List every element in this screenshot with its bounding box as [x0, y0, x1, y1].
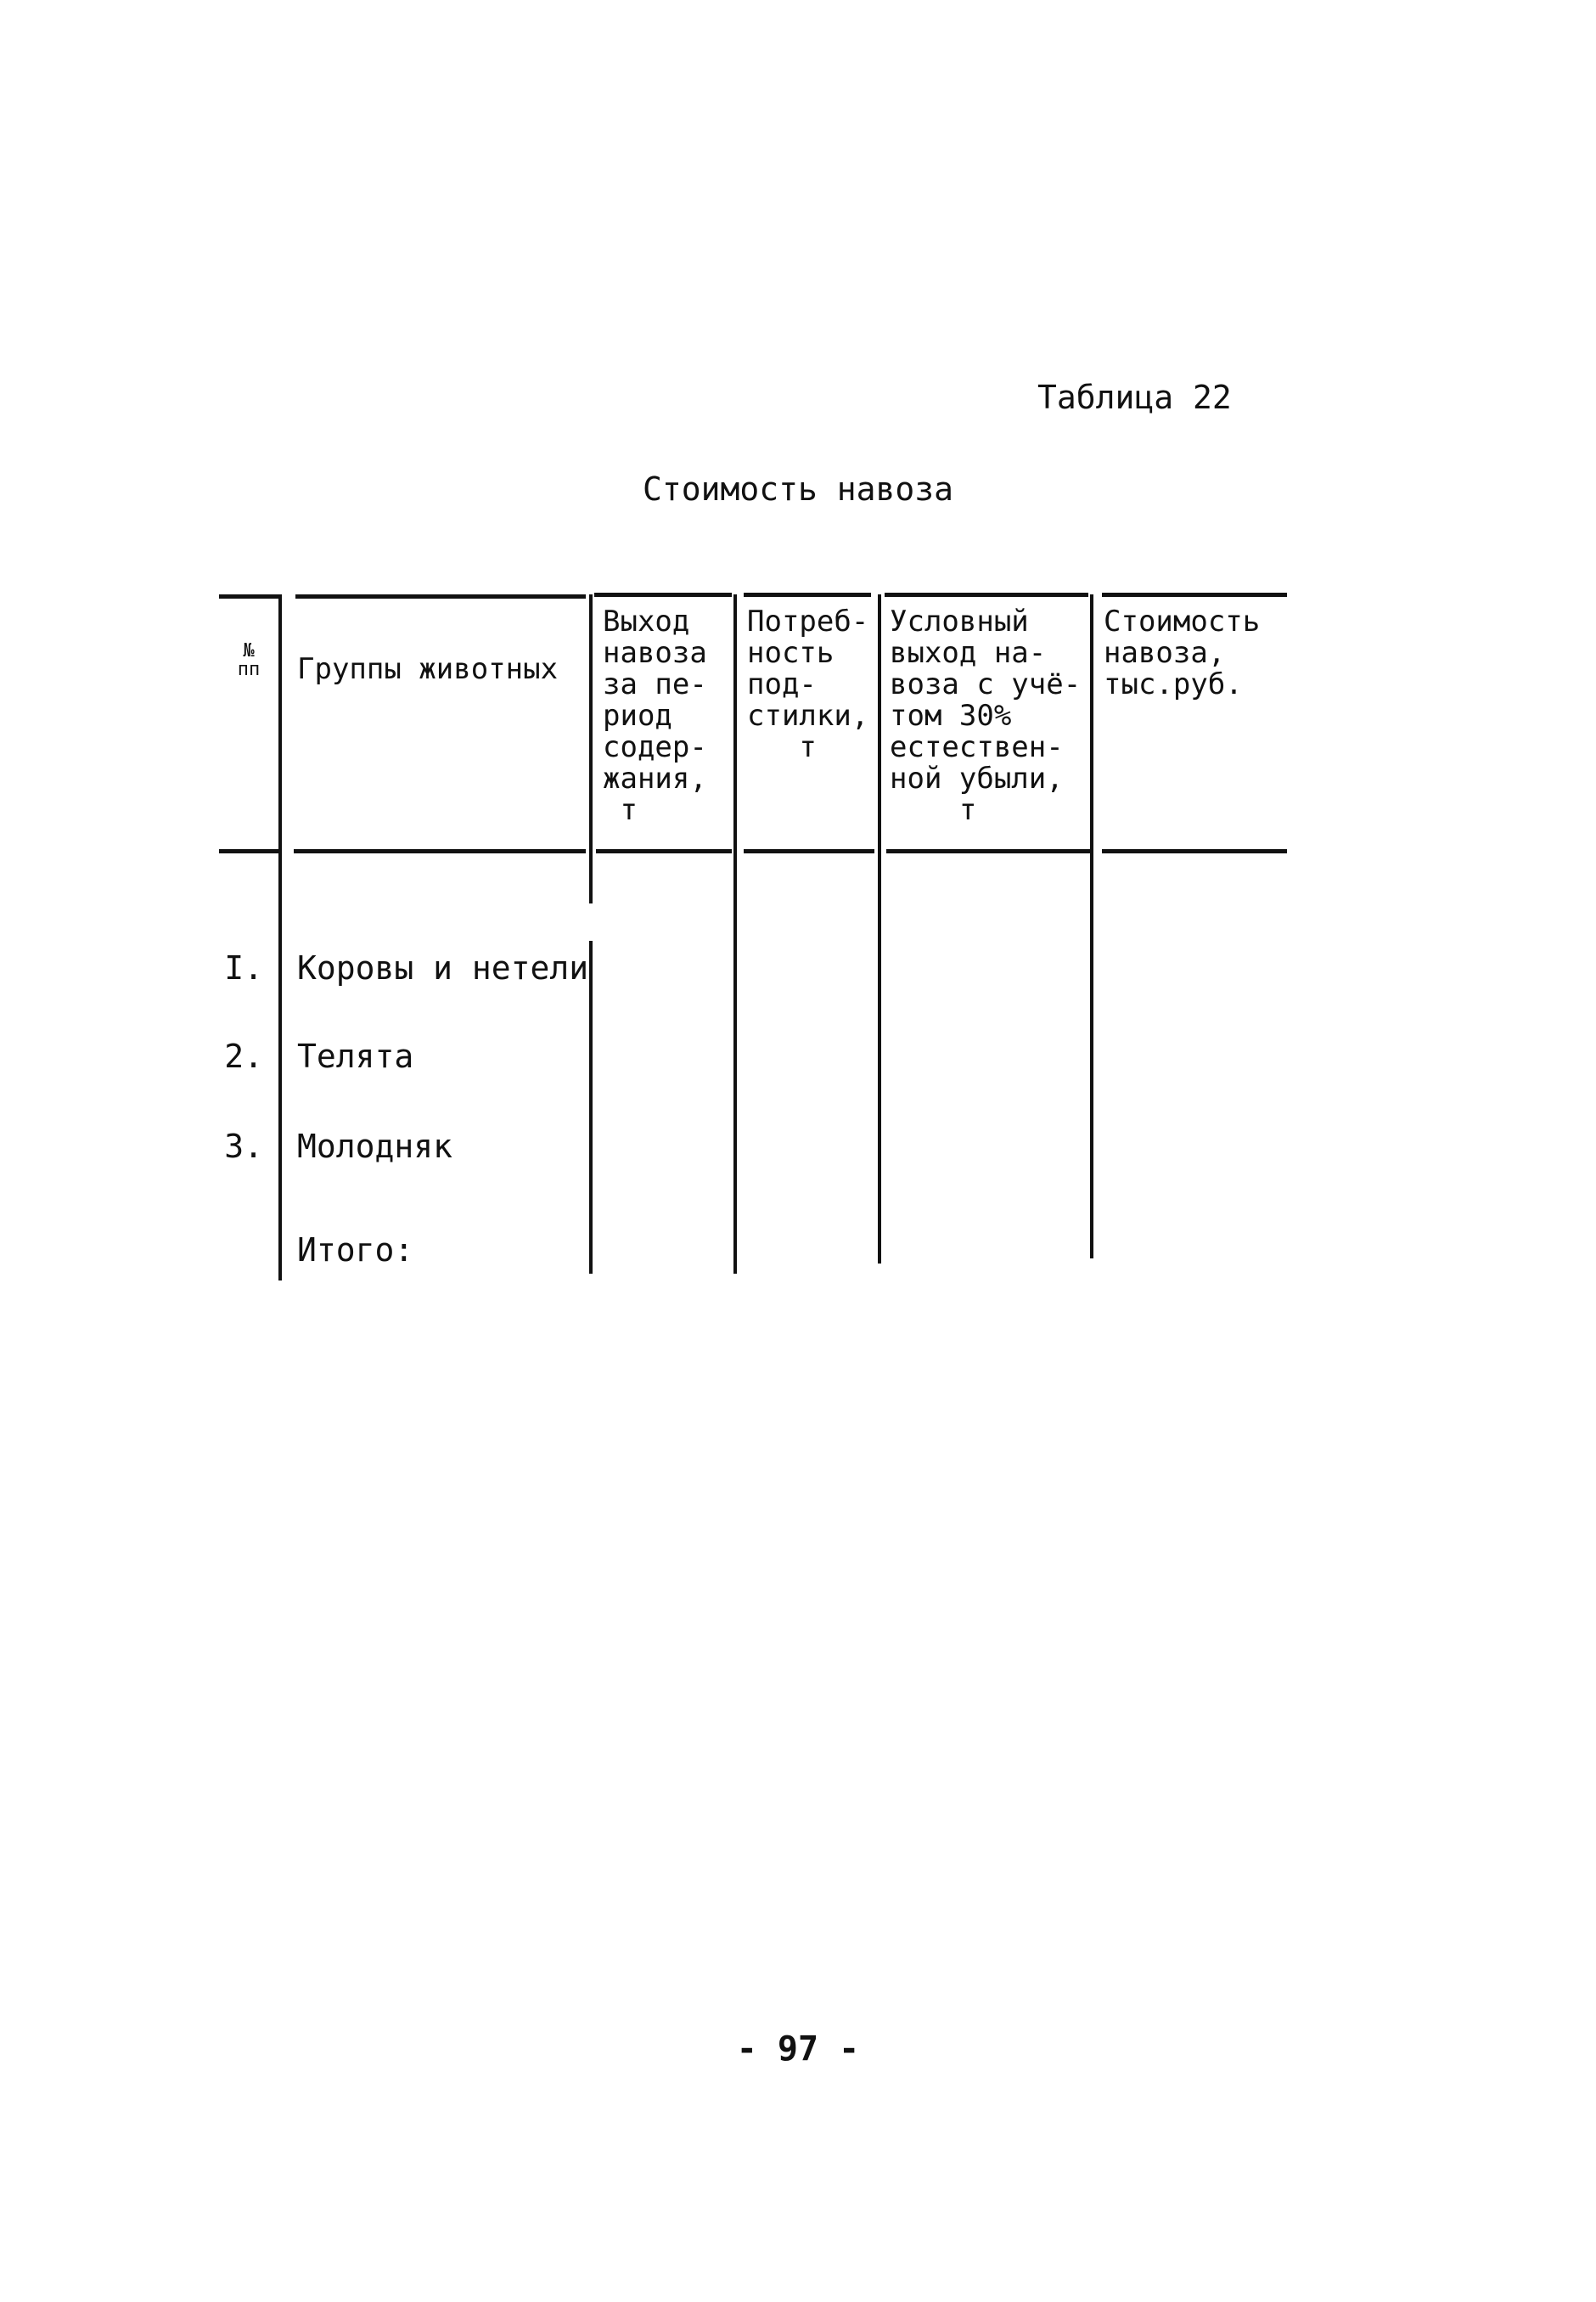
row-total-label: Итого:	[297, 1231, 414, 1269]
row-animal-group: Молодняк	[297, 1128, 453, 1165]
table-top-rule	[744, 593, 871, 597]
row-number: 3.	[224, 1128, 263, 1165]
table-top-rule	[219, 594, 278, 599]
row-animal-group: Коровы и нетели	[297, 949, 589, 987]
table-top-rule	[885, 593, 1088, 597]
table-top-rule	[1102, 593, 1287, 597]
table-top-rule	[295, 594, 586, 599]
column-divider	[278, 594, 282, 1280]
table-top-rule	[594, 593, 732, 597]
table-label: Таблица 22	[1037, 379, 1232, 416]
row-number: I.	[224, 949, 263, 987]
column-divider	[589, 941, 593, 1274]
header-separator-rule	[596, 849, 732, 853]
column-divider	[733, 594, 737, 1274]
header-manure-cost: Стоимость навоза, тыс.руб.	[1104, 605, 1261, 701]
header-separator-rule	[744, 849, 874, 853]
header-separator-rule	[886, 849, 1090, 853]
header-manure-output: Выход навоза за пе- риод содер- жания, т	[603, 605, 707, 827]
row-number: 2.	[224, 1038, 263, 1075]
page-title: Стоимость навоза	[642, 470, 954, 508]
header-bedding-need: Потреб- ность под- стилки, т	[747, 605, 869, 764]
header-conditional-output: Условный выход на- воза с учё- том 30% естествен- ной убыли, т	[890, 605, 1082, 827]
page-number: - 97 -	[736, 2029, 860, 2068]
header-separator-rule	[219, 849, 278, 853]
column-divider	[878, 594, 881, 1264]
header-separator-rule	[1102, 849, 1287, 853]
header-number: № пп	[237, 640, 261, 680]
row-animal-group: Телята	[297, 1038, 414, 1075]
column-divider	[1090, 594, 1093, 1258]
header-separator-rule	[294, 849, 586, 853]
header-animal-groups: Группы животных	[297, 652, 559, 686]
column-divider	[589, 594, 593, 903]
